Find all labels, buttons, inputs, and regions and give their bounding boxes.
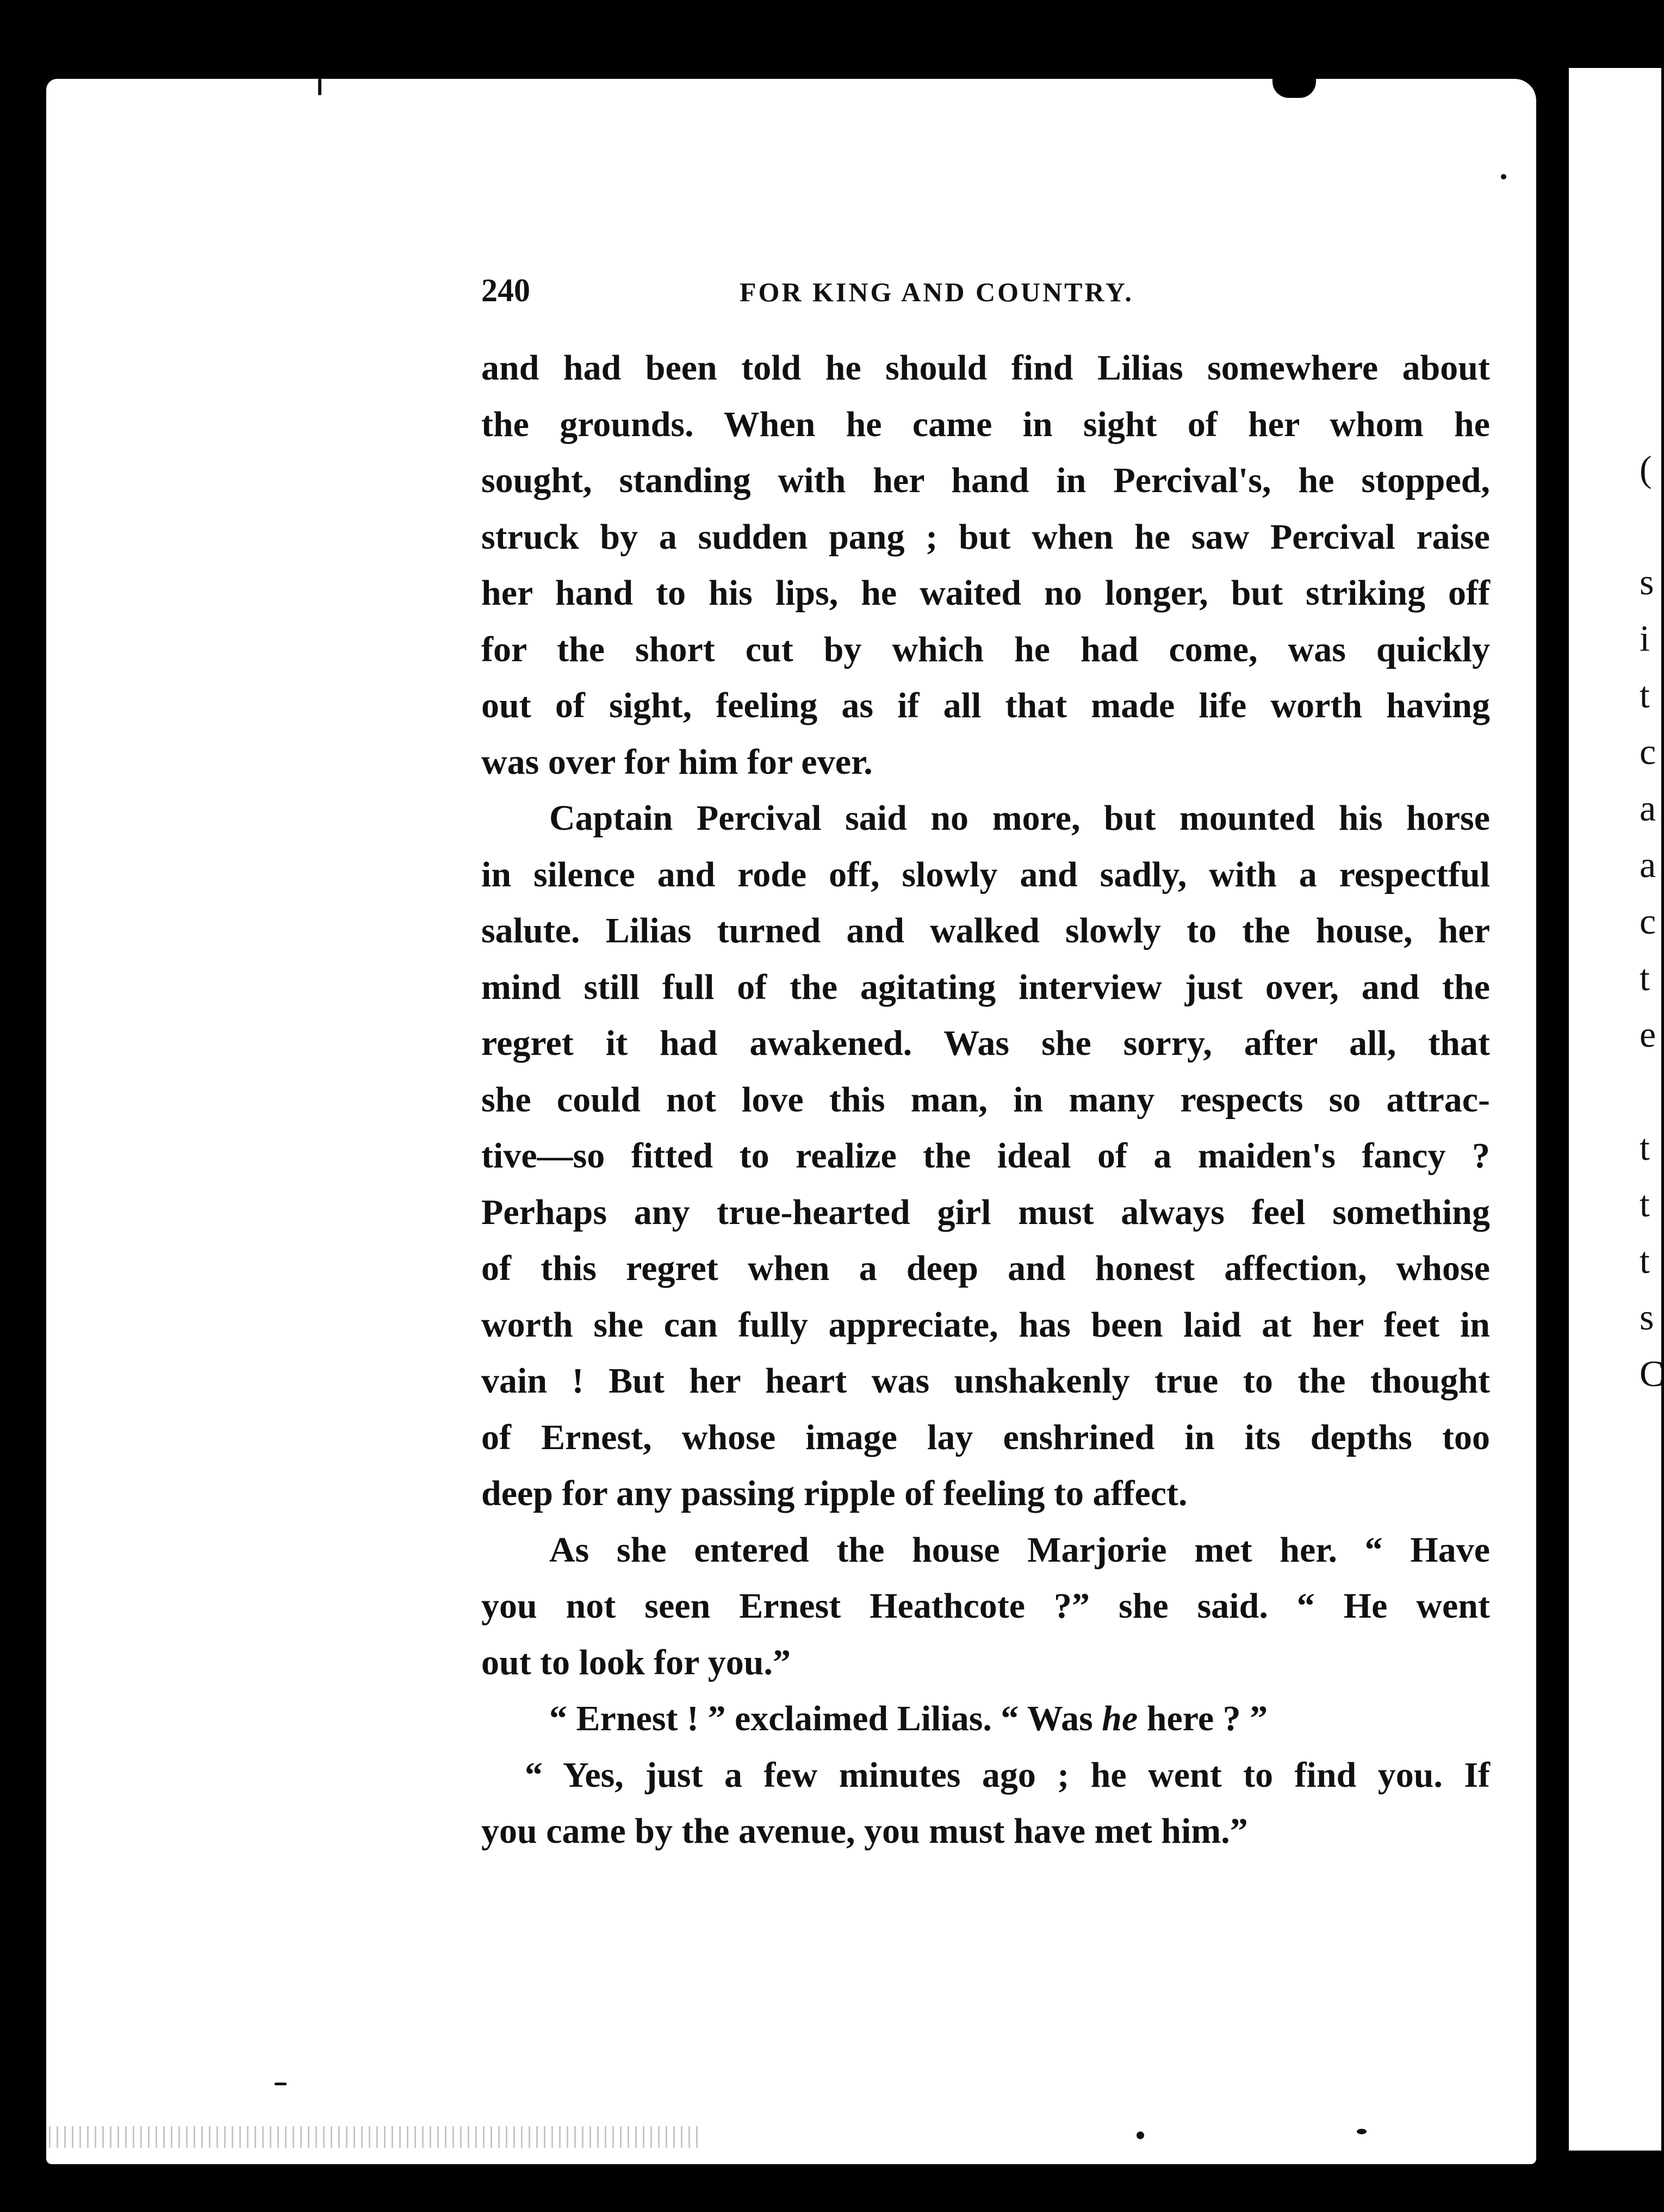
edge-letter: c — [1640, 900, 1656, 942]
dialogue-tail: here ? ” — [1138, 1699, 1268, 1738]
text-line: tive—so fitted to realize the ideal of a maiden's fancy ? — [481, 1136, 1490, 1176]
edge-letter: C — [1640, 1353, 1664, 1394]
text-line: her hand to his lips, he waited no longer, but striking off — [481, 573, 1490, 613]
edge-letter: t — [1640, 1240, 1650, 1281]
scan-speck — [318, 79, 321, 95]
text-line: she could not love this man, in many respects so attrac- — [481, 1079, 1490, 1120]
edge-letter: t — [1640, 957, 1650, 998]
text-line: you came by the avenue, you must have met him.” — [481, 1811, 1248, 1851]
dialogue-lead: “ Ernest ! ” exclaimed Lilias. “ Was — [549, 1699, 1102, 1738]
text-line: As she entered the house Marjorie met her. “ Have — [549, 1530, 1490, 1570]
edge-letter: a — [1640, 844, 1656, 885]
text-line: out of sight, feeling as if all that made life worth having — [481, 686, 1490, 725]
text-line: vain ! But her heart was unshakenly true to the thought — [481, 1361, 1490, 1401]
italic-emphasis: he — [1102, 1699, 1138, 1738]
edge-letter: c — [1640, 731, 1656, 772]
text-line: out to look for you.” — [481, 1642, 791, 1682]
edge-letter: a — [1640, 787, 1656, 829]
running-title: FOR KING AND COUNTRY. — [740, 277, 1134, 307]
text-line: was over for him for ever. — [481, 742, 873, 782]
text-line: the grounds. When he came in sight of her whom he — [481, 404, 1490, 444]
edge-letter: ( — [1640, 448, 1652, 489]
text-line: struck by a sudden pang ; but when he saw Percival raise — [481, 517, 1490, 557]
scan-speck — [1357, 2129, 1367, 2134]
facing-page-letters — [1640, 440, 1664, 1402]
text-line: you not seen Ernest Heathcote ?” she said. “ He went — [481, 1586, 1490, 1626]
scan-dust — [49, 2126, 701, 2148]
text-line: of this regret when a deep and honest affection, whose — [481, 1248, 1490, 1288]
scan-speck — [1501, 174, 1506, 179]
scan-speck — [275, 2083, 287, 2085]
text-line: regret it had awakened. Was she sorry, after all, that — [481, 1023, 1490, 1063]
text-line: mind still full of the agitating interview just over, and the — [481, 967, 1490, 1007]
edge-letter: t — [1640, 1127, 1650, 1168]
text-line: “ Yes, just a few minutes ago ; he went to find you. If — [525, 1755, 1490, 1795]
text-line: worth she can fully appreciate, has been laid at her feet in — [481, 1304, 1490, 1345]
text-line: for the short cut by which he had come, was quickly — [481, 629, 1490, 669]
running-head — [481, 272, 1210, 315]
edge-letter — [1640, 1062, 1661, 1119]
edge-letter: t — [1640, 1183, 1650, 1225]
scan-speck — [1137, 2132, 1144, 2139]
text-line: of Ernest, whose image lay enshrined in its depths too — [481, 1417, 1490, 1457]
page-number: 240 — [481, 272, 530, 308]
text-line: in silence and rode off, slowly and sadly, with a respectful — [481, 854, 1490, 894]
text-line: and had been told he should find Lilias somewhere about — [481, 348, 1490, 388]
edge-letter: s — [1640, 1296, 1654, 1338]
text-line: Perhaps any true-hearted girl must always feel something — [481, 1192, 1490, 1232]
text-line: sought, standing with her hand in Percival's, he stopped, — [481, 461, 1490, 500]
text-line: Captain Percival said no more, but mounted his horse — [549, 798, 1490, 838]
edge-letter: s — [1640, 561, 1654, 602]
scan-blemish — [1272, 68, 1316, 98]
edge-letter: e — [1640, 1014, 1656, 1055]
body-text — [481, 340, 1490, 1860]
edge-letter: t — [1640, 674, 1650, 716]
edge-letter: i — [1640, 618, 1650, 659]
text-line — [481, 1691, 1490, 1747]
text-line: salute. Lilias turned and walked slowly to the house, her — [481, 911, 1490, 950]
text-line: deep for any passing ripple of feeling to affect. — [481, 1474, 1188, 1513]
edge-letter — [1640, 497, 1661, 554]
